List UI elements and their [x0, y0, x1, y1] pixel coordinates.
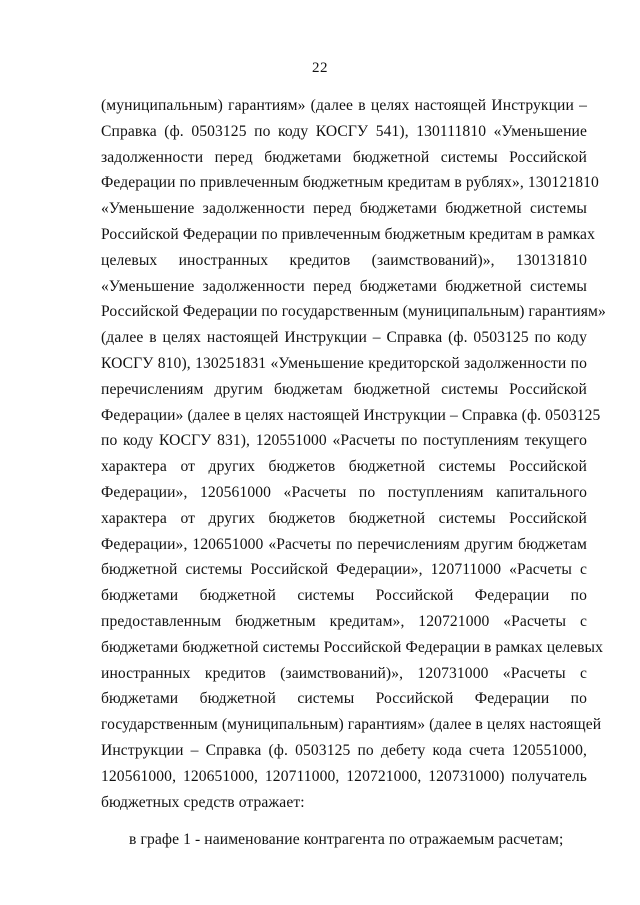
text-line: целевых иностранных кредитов (заимствований)», 130131810	[101, 251, 587, 269]
text-line: перечислениям другим бюджетам бюджетной системы Российской	[101, 380, 587, 398]
text-line: бюджетами бюджетной системы Российской Федерации по	[101, 690, 587, 708]
text-line: 120561000, 120651000, 120711000, 120721000, 120731000) получатель	[101, 767, 587, 785]
text-line: Федерации по привлеченным бюджетным кредитам в рублях», 130121810	[101, 174, 599, 192]
text-line: Справка (ф. 0503125 по коду КОСГУ 541), 130111810 «Уменьшение	[101, 122, 587, 140]
body-paragraph	[101, 93, 606, 815]
page-number: 22	[312, 60, 328, 76]
text-line: предоставленным бюджетным кредитам», 120721000 «Расчеты с	[101, 612, 587, 630]
text-line: задолженности перед бюджетами бюджетной системы Российской	[101, 148, 587, 166]
text-line: бюджетной системы Российской Федерации», 120711000 «Расчеты с	[101, 561, 587, 579]
text-line: государственным (муниципальным) гарантиям» (далее в целях настоящей	[101, 716, 602, 734]
column-1-description: в графе 1 - наименование контрагента по отражаемым расчетам;	[129, 831, 564, 848]
text-line: по коду КОСГУ 831), 120551000 «Расчеты по поступлениям текущего	[101, 432, 587, 450]
text-line: Российской Федерации по привлеченным бюджетным кредитам в рамках	[101, 225, 595, 243]
text-line: бюджетами бюджетной системы Российской Федерации в рамках целевых	[101, 638, 604, 656]
text-line: (муниципальным) гарантиям» (далее в целях настоящей Инструкции –	[101, 97, 587, 114]
text-line: иностранных кредитов (заимствований)», 120731000 «Расчеты с	[101, 664, 587, 682]
text-line: Федерации», 120651000 «Расчеты по перечислениям другим бюджетам	[101, 535, 587, 553]
text-line: Инструкции – Справка (ф. 0503125 по дебету кода счета 120551000,	[101, 741, 587, 759]
text-line: Российской Федерации по государственным (муниципальным) гарантиям»	[101, 303, 606, 321]
text-line: КОСГУ 810), 130251831 «Уменьшение кредиторской задолженности по	[101, 354, 587, 372]
text-line: «Уменьшение задолженности перед бюджетами бюджетной системы	[101, 277, 587, 295]
text-line: Федерации», 120561000 «Расчеты по поступлениям капитального	[101, 483, 587, 501]
text-line: (далее в целях настоящей Инструкции – Справка (ф. 0503125 по коду	[101, 329, 587, 347]
text-line: характера от других бюджетов бюджетной системы Российской	[101, 509, 587, 527]
text-line: бюджетами бюджетной системы Российской Федерации по	[101, 587, 587, 605]
text-line: «Уменьшение задолженности перед бюджетами бюджетной системы	[101, 200, 587, 218]
text-line: бюджетных средств отражает:	[101, 793, 305, 811]
text-line: характера от других бюджетов бюджетной системы Российской	[101, 458, 587, 476]
text-line: Федерации» (далее в целях настоящей Инструкции – Справка (ф. 0503125	[101, 406, 601, 424]
